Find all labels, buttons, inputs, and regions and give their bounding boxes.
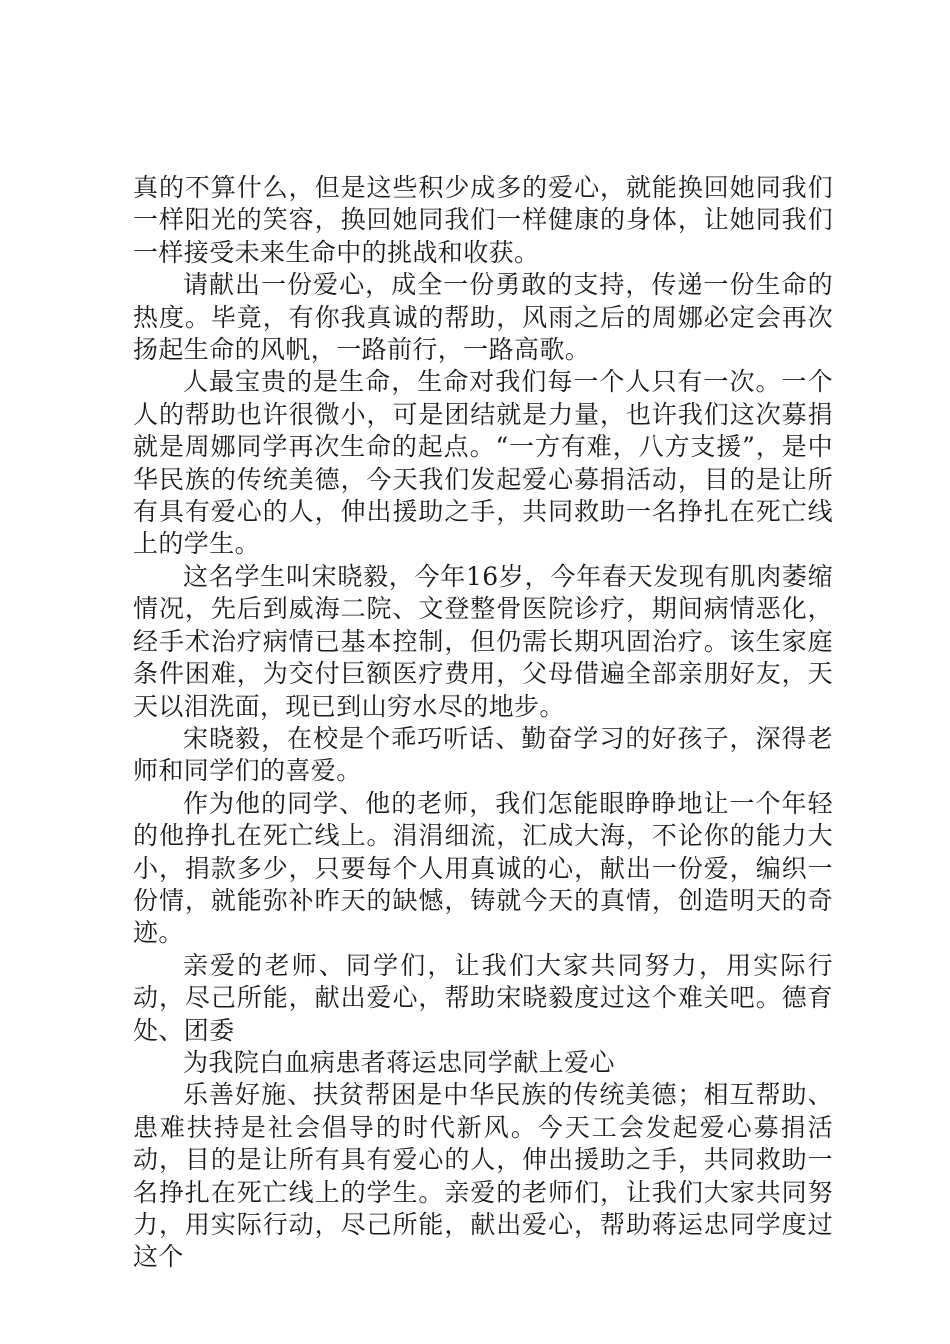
paragraph-3: 人最宝贵的是生命，生命对我们每一个人只有一次。一个人的帮助也许很微小，可是团结就是力量，也许我们这次募捐就是周娜同学再次生命的起点。“一方有难，八方支援”，是中华民族的传统美德，今天我们发起爱心募捐活动，目的是让所有具有爱心的人，伸出援助之手，共同救助一名挣扎在死亡线上的学生。 (133, 367, 833, 559)
paragraph-8: 乐善好施、扶贫帮困是中华民族的传统美德；相互帮助、患难扶持是社会倡导的时代新风。今天工会发起爱心募捐活动，目的是让所有具有爱心的人，伸出援助之手，共同救助一名挣扎在死亡线上的学生。亲爱的老师们，让我们大家共同努力，用实际行动，尽己所能，献出爱心，帮助蒋运忠同学度过这个 (133, 1080, 833, 1272)
document-body (133, 172, 833, 1274)
paragraph-6: 作为他的同学、他的老师，我们怎能眼睁睁地让一个年轻的他挣扎在死亡线上。涓涓细流，汇成大海，不论你的能力大小，捐款多少，只要每个人用真诚的心，献出一份爱，编织一份情，就能弥补昨天的缺憾，铸就今天的真情，创造明天的奇迹。 (133, 788, 833, 948)
paragraph-2: 请献出一份爱心，成全一份勇敢的支持，传递一份生命的热度。毕竟，有你我真诚的帮助，风雨之后的周娜必定会再次扬起生命的风帆，一路前行，一路高歌。 (133, 270, 833, 365)
section-heading: 为我院白血病患者蒋运忠同学献上爱心 (183, 1047, 615, 1077)
paragraph-4: 这名学生叫宋晓毅，今年16岁，今年春天发现有肌肉萎缩情况，先后到威海二院、文登整骨医院诊疗，期间病情恶化，经手术治疗病情已基本控制，但仍需长期巩固治疗。该生家庭条件困难，为交付巨额医疗费用，父母借遍全部亲朋好友，天天以泪洗面，现已到山穷水尽的地步。 (133, 561, 833, 721)
paragraph-5: 宋晓毅，在校是个乖巧听话、勤奋学习的好孩子，深得老师和同学们的喜爱。 (133, 723, 833, 786)
paragraph-1: 真的不算什么，但是这些积少成多的爱心，就能换回她同我们一样阳光的笑容，换回她同我们一样健康的身体，让她同我们一样接受未来生命中的挑战和收获。 (133, 173, 833, 267)
paragraph-7: 亲爱的老师、同学们，让我们大家共同努力，用实际行动，尽己所能，献出爱心，帮助宋晓毅度过这个难关吧。德育处、团委 (133, 950, 833, 1045)
